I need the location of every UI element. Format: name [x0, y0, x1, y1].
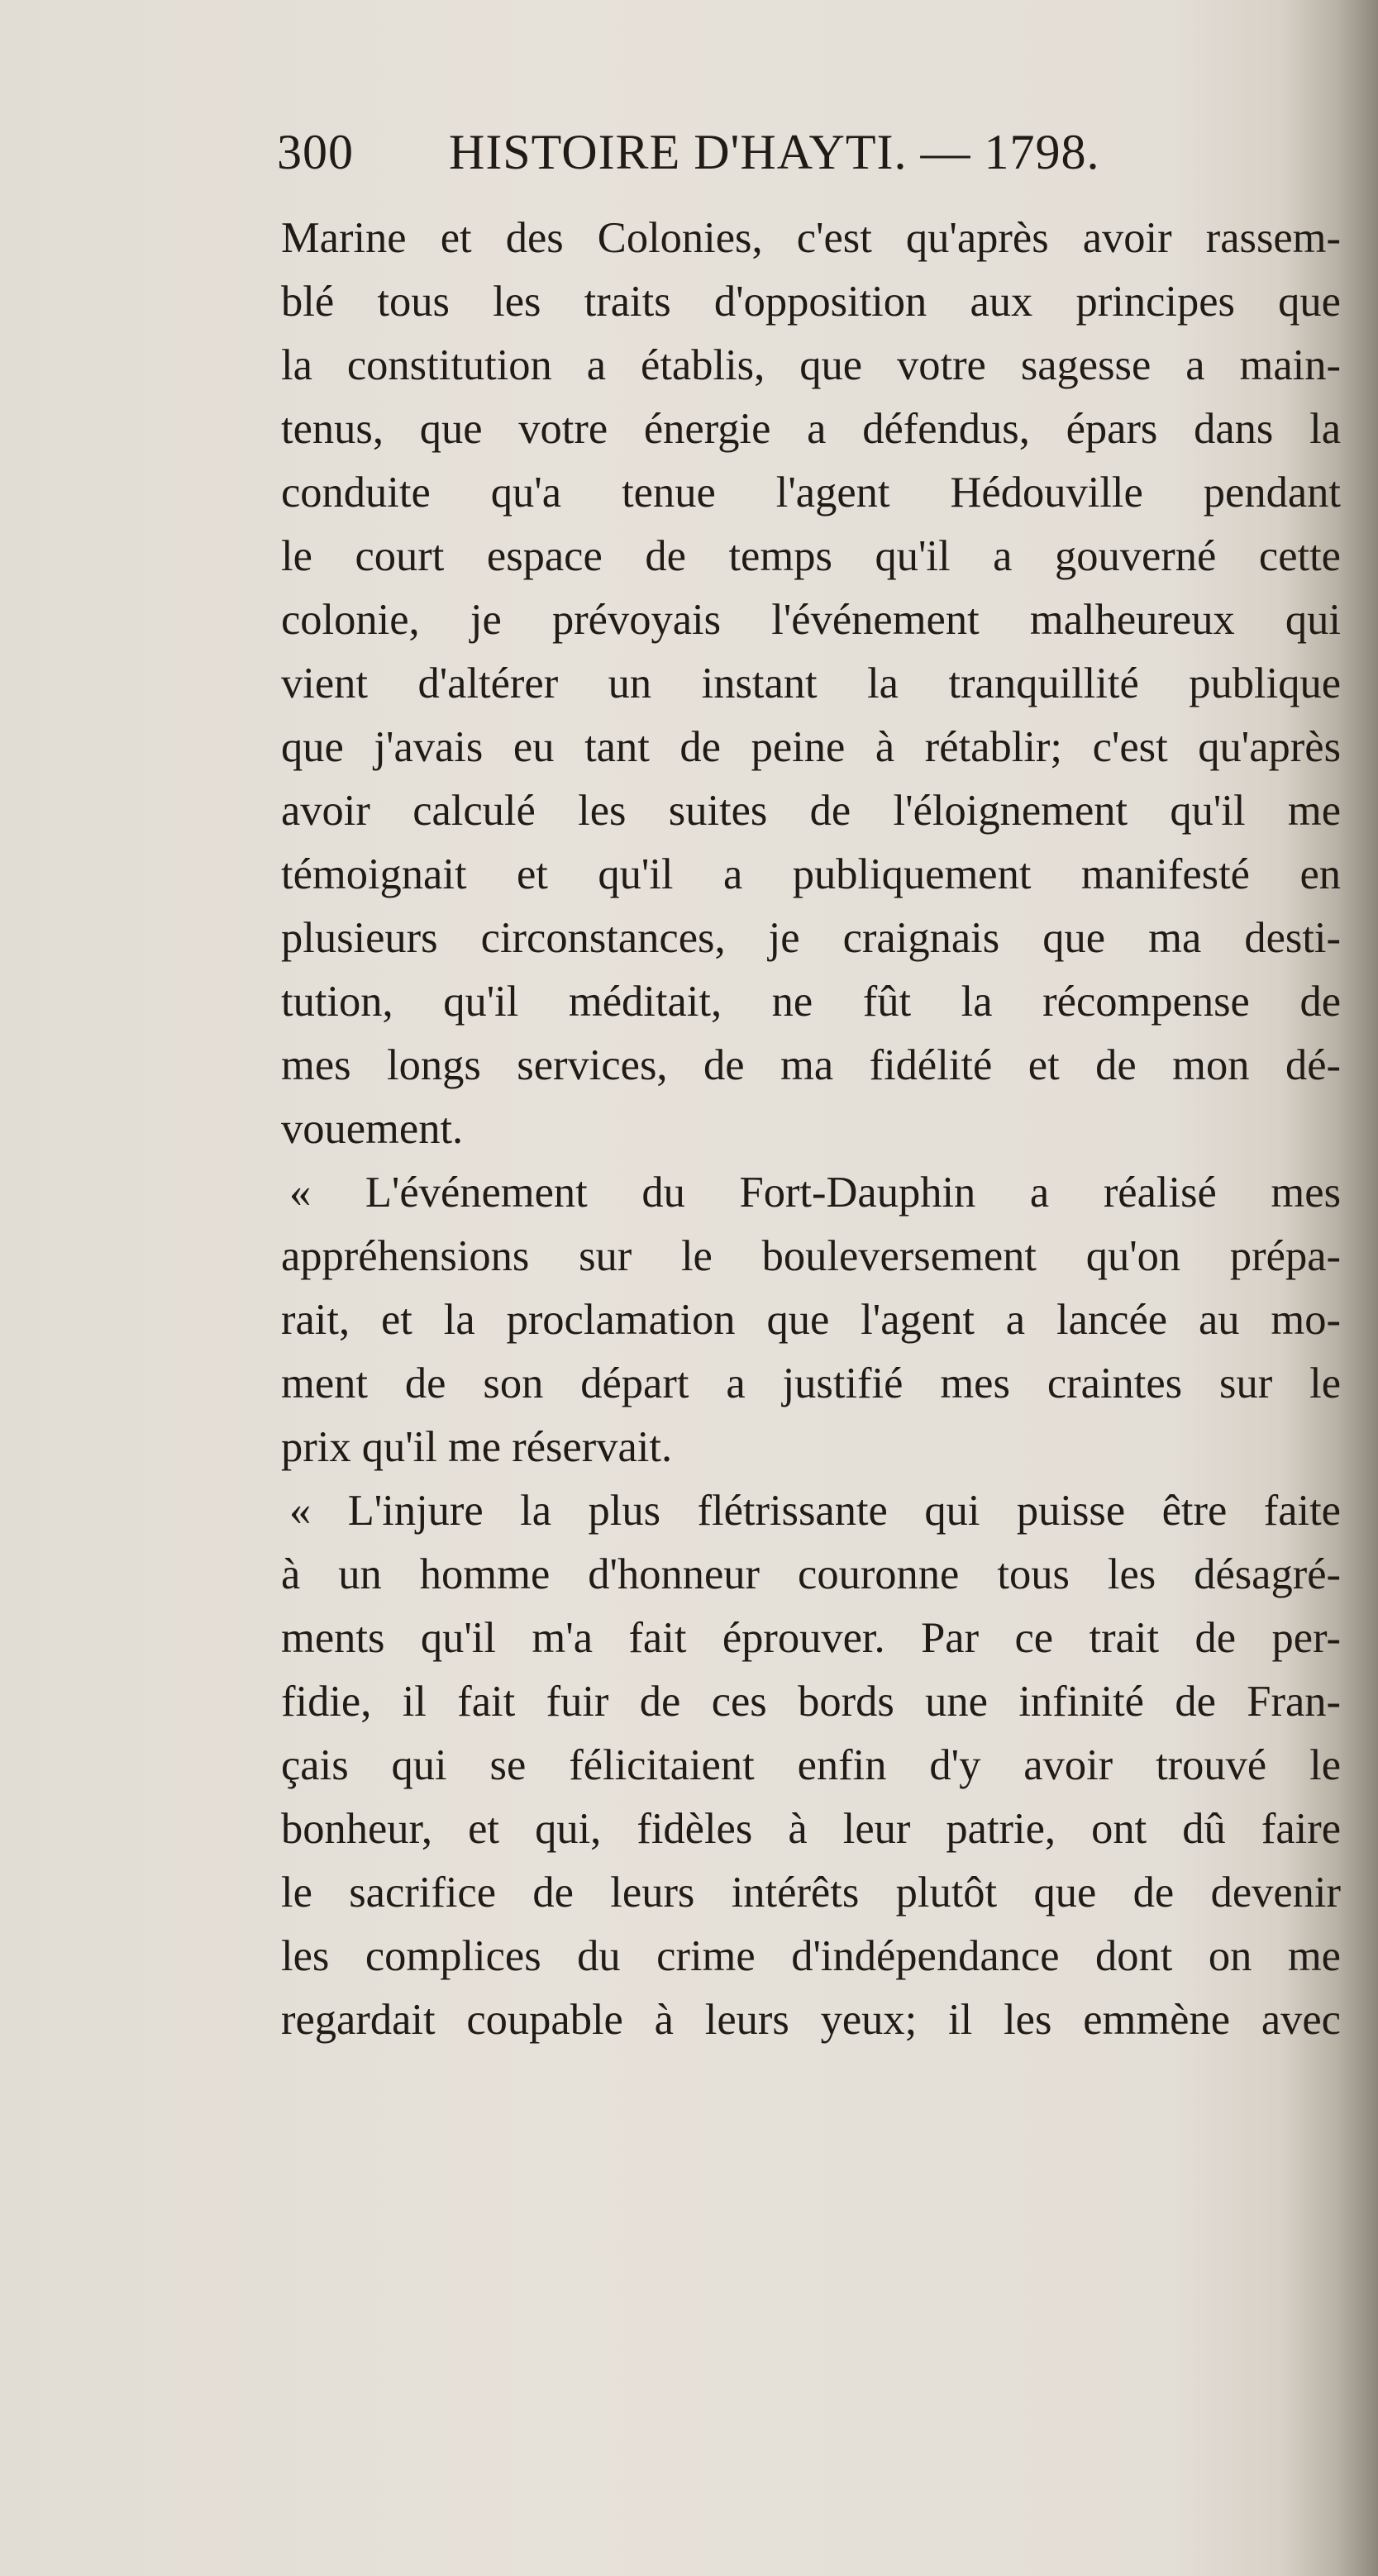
text-line: ment de son départ a justifié mes craintes sur le [281, 1359, 1341, 1407]
paragraph-1 [281, 207, 1341, 1161]
page-header [277, 116, 1186, 190]
text-line: blé tous les traits d'opposition aux principes que [281, 278, 1341, 326]
text-line: ments qu'il m'a fait éprouver. Par ce trait de per- [281, 1614, 1341, 1662]
text-line: tution, qu'il méditait, ne fût la récompense de [281, 978, 1341, 1026]
text-line: témoignait et qu'il a publiquement manifesté en [281, 850, 1341, 898]
paragraph-2 [281, 1161, 1341, 1479]
text-line: le sacrifice de leurs intérêts plutôt que de devenir [281, 1869, 1341, 1917]
running-title: HISTOIRE D'HAYTI. — 1798. [449, 125, 1100, 179]
page-number: 300 [277, 125, 354, 179]
text-line: « L'événement du Fort-Dauphin a réalisé mes [289, 1169, 1341, 1217]
text-line: conduite qu'a tenue l'agent Hédouville pendant [281, 469, 1341, 517]
text-line: colonie, je prévoyais l'événement malheureux qui [281, 596, 1341, 644]
text-line: regardait coupable à leurs yeux; il les emmène avec [281, 1996, 1341, 2044]
text-line: mes longs services, de ma fidélité et de mon dé- [281, 1041, 1341, 1089]
text-line: les complices du crime d'indépendance dont on me [281, 1932, 1341, 1980]
text-line: Marine et des Colonies, c'est qu'après avoir rassem- [281, 214, 1341, 262]
text-line: fidie, il fait fuir de ces bords une infinité de Fran- [281, 1678, 1341, 1726]
text-line: vient d'altérer un instant la tranquillité publique [281, 659, 1341, 707]
text-line: çais qui se félicitaient enfin d'y avoir trouvé le [281, 1741, 1341, 1789]
text-line: « L'injure la plus flétrissante qui puisse être faite [289, 1487, 1341, 1535]
text-line: vouement. [281, 1105, 464, 1153]
paragraph-3 [281, 1479, 1341, 2052]
text-line: que j'avais eu tant de peine à rétablir; c'est qu'après [281, 723, 1341, 771]
text-line: la constitution a établis, que votre sagesse a main- [281, 341, 1341, 389]
text-line: à un homme d'honneur couronne tous les désagré- [281, 1550, 1341, 1598]
text-line: plusieurs circonstances, je craignais que ma desti- [281, 914, 1341, 962]
text-line: appréhensions sur le bouleversement qu'on prépa- [281, 1232, 1341, 1280]
text-line: tenus, que votre énergie a défendus, épars dans la [281, 405, 1341, 453]
text-line: avoir calculé les suites de l'éloignement qu'il me [281, 787, 1341, 835]
text-line: bonheur, et qui, fidèles à leur patrie, ont dû faire [281, 1805, 1341, 1853]
text-line: prix qu'il me réservait. [281, 1423, 673, 1471]
body-text [281, 207, 1341, 2052]
text-line: le court espace de temps qu'il a gouverné cette [281, 532, 1341, 580]
text-line: rait, et la proclamation que l'agent a lancée au mo- [281, 1296, 1341, 1344]
